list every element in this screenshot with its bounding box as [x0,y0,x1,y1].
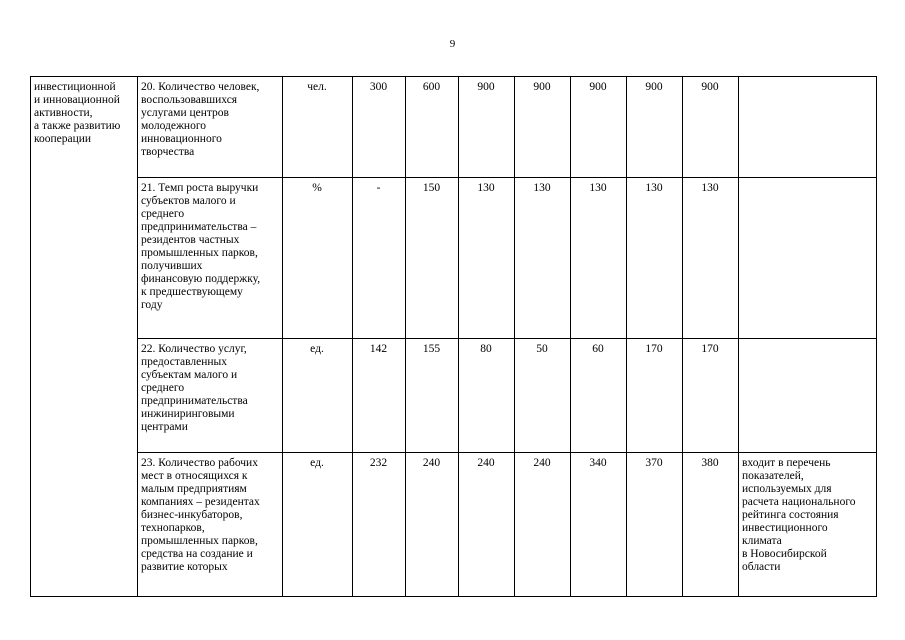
value-cell: 900 [571,77,627,178]
value-cell: 155 [406,339,459,453]
value-cell: 380 [683,453,739,597]
unit-cell: % [283,178,353,339]
value-cell: 130 [683,178,739,339]
value-cell: 170 [683,339,739,453]
value-cell: 170 [627,339,683,453]
value-cell: 300 [353,77,406,178]
indicator-name-cell: 22. Количество услуг, предоставленных субъектам малого и среднего предпринимательства инжиниринговыми центрами [138,339,283,453]
unit-cell: ед. [283,339,353,453]
value-cell: 240 [406,453,459,597]
page-number: 9 [449,38,456,50]
value-cell: 130 [571,178,627,339]
table-row [31,339,877,453]
value-cell: 370 [627,453,683,597]
value-cell: 130 [459,178,515,339]
unit-cell: чел. [283,77,353,178]
value-cell: 150 [406,178,459,339]
table-row [31,453,877,597]
value-cell: 232 [353,453,406,597]
indicator-name-cell: 20. Количество человек, воспользовавшихся услугами центров молодежного инновационного творчества [138,77,283,178]
group-label-cell: инвестиционной и инновационной активности, а также развитию кооперации [31,77,138,597]
table-row [31,77,877,178]
value-cell: 240 [515,453,571,597]
value-cell: - [353,178,406,339]
note-cell: входит в перечень показателей, используемых для расчета национального рейтинга состояния инвестиционного климата в Новосибирской области [739,453,877,597]
unit-cell: ед. [283,453,353,597]
note-cell [739,339,877,453]
value-cell: 240 [459,453,515,597]
table-row [31,178,877,339]
value-cell: 60 [571,339,627,453]
value-cell: 900 [459,77,515,178]
value-cell: 50 [515,339,571,453]
value-cell: 142 [353,339,406,453]
value-cell: 130 [515,178,571,339]
note-cell [739,178,877,339]
value-cell: 900 [627,77,683,178]
value-cell: 340 [571,453,627,597]
value-cell: 900 [683,77,739,178]
value-cell: 900 [515,77,571,178]
value-cell: 600 [406,77,459,178]
indicators-table [30,76,877,597]
indicator-name-cell: 21. Темп роста выручки субъектов малого и среднего предпринимательства – резидентов частных промышленных парков, получивших финансовую поддержку, к предшествующему году [138,178,283,339]
value-cell: 130 [627,178,683,339]
note-cell [739,77,877,178]
value-cell: 80 [459,339,515,453]
indicator-name-cell: 23. Количество рабочих мест в относящихся к малым предприятиям компаниях – резидентах бизнес-инкубаторов, технопарков, промышленных парков, средства на создание и развитие которых [138,453,283,597]
